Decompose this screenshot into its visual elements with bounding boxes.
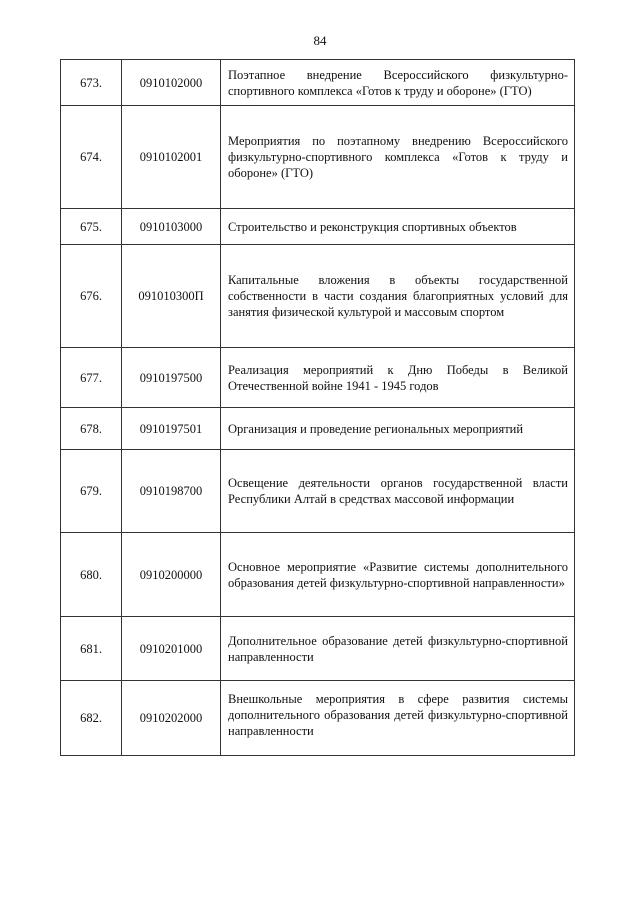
item-name [221, 617, 575, 681]
item-name-text: Освещение деятельности органов государственной власти Республики Алтай в средствах массовой информации [228, 476, 568, 506]
row-number: 678. [61, 408, 122, 450]
table-row [61, 348, 575, 408]
item-name [221, 60, 575, 106]
row-number: 675. [61, 209, 122, 245]
item-name [221, 450, 575, 533]
item-name [221, 209, 575, 245]
item-name-text: Мероприятия по поэтапному внедрению Всероссийского физкультурно-спортивного комплекса «Готов к труду и обороне» (ГТО) [228, 134, 568, 180]
item-name [221, 533, 575, 617]
target-code: 0910197500 [122, 348, 221, 408]
item-name-text: Капитальные вложения в объекты государственной собственности в части создания благоприятных условий для занятия физической культурой и массовым спортом [228, 273, 568, 319]
table-row [61, 209, 575, 245]
table-row [61, 533, 575, 617]
row-number: 677. [61, 348, 122, 408]
row-number: 681. [61, 617, 122, 681]
row-number: 682. [61, 681, 122, 756]
row-number: 674. [61, 106, 122, 209]
target-code: 091010300П [122, 245, 221, 348]
target-code: 0910202000 [122, 681, 221, 756]
row-number: 679. [61, 450, 122, 533]
row-number: 676. [61, 245, 122, 348]
item-name-text: Строительство и реконструкция спортивных объектов [228, 219, 517, 234]
page-number: 84 [313, 33, 327, 48]
target-code: 0910201000 [122, 617, 221, 681]
target-code: 0910200000 [122, 533, 221, 617]
target-code: 0910197501 [122, 408, 221, 450]
item-name-text: Реализация мероприятий к Дню Победы в Великой Отечественной войне 1941 - 1945 годов [228, 362, 568, 393]
target-code: 0910103000 [122, 209, 221, 245]
table-row [61, 617, 575, 681]
item-name [221, 681, 575, 756]
table-row [61, 60, 575, 106]
table-row [61, 408, 575, 450]
item-name-text: Внешкольные мероприятия в сфере развития системы дополнительного образования детей физкультурно-спортивной направленности [228, 692, 568, 738]
row-number: 673. [61, 60, 122, 106]
item-name [221, 408, 575, 450]
row-number: 680. [61, 533, 122, 617]
target-code: 0910102001 [122, 106, 221, 209]
target-code: 0910198700 [122, 450, 221, 533]
table-row [61, 245, 575, 348]
item-name [221, 106, 575, 209]
item-name-text: Дополнительное образование детей физкультурно-спортивной направленности [228, 633, 568, 664]
table-row [61, 450, 575, 533]
item-name [221, 245, 575, 348]
item-name-text: Организация и проведение региональных мероприятий [228, 421, 524, 436]
item-name [221, 348, 575, 408]
table-row [61, 106, 575, 209]
target-code: 0910102000 [122, 60, 221, 106]
item-name-text: Поэтапное внедрение Всероссийского физкультурно-спортивного комплекса «Готов к труду и обороне» (ГТО) [228, 67, 568, 98]
budget-classification-table [60, 59, 575, 756]
table-row [61, 681, 575, 756]
item-name-text: Основное мероприятие «Развитие системы дополнительного образования детей физкультурно-спортивной направленности» [228, 559, 568, 590]
